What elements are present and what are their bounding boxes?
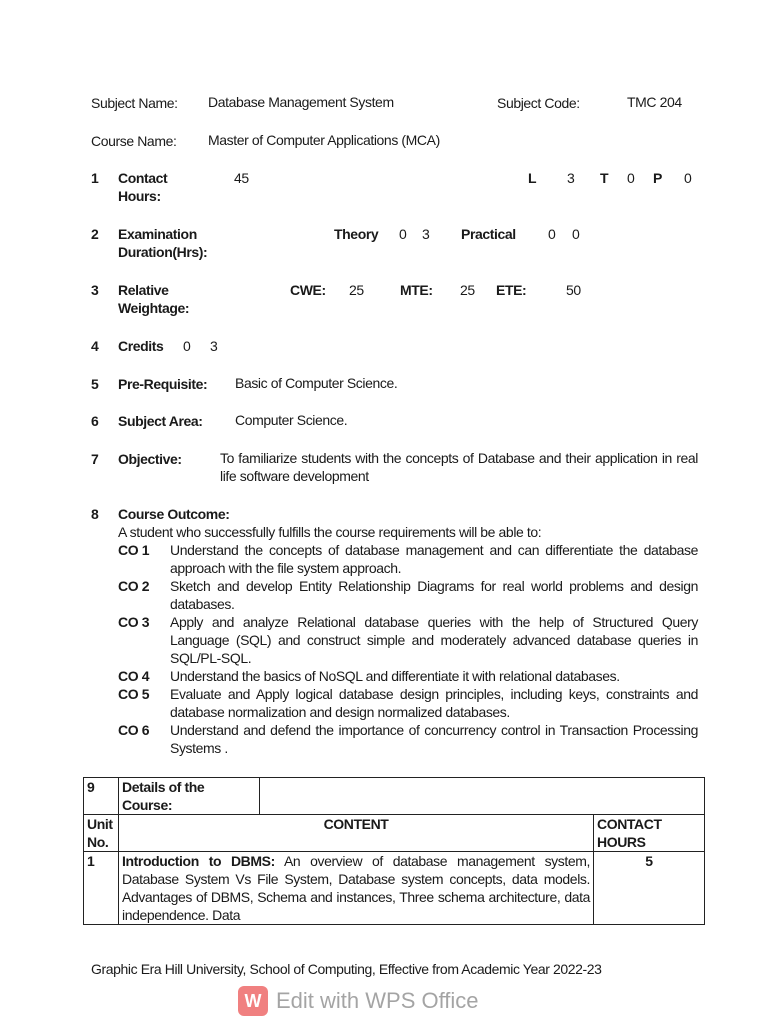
weightage-label: Relative	[118, 282, 169, 298]
subject-code-label: Subject Code:	[497, 95, 580, 111]
objective-label: Objective:	[118, 451, 182, 467]
co-code: CO 2	[118, 578, 150, 594]
subject-code: TMC 204	[627, 94, 682, 110]
contact-hours-label: Hours:	[118, 188, 161, 204]
item-number: 2	[91, 226, 99, 242]
co-item	[118, 577, 698, 613]
co-item	[118, 667, 698, 685]
contact-hours-value: 45	[234, 170, 249, 186]
co-text: Understand the basics of NoSQL and differentiate it with relational databases.	[170, 668, 620, 684]
co-text: Understand and defend the importance of concurrency control in Transaction Processing Systems .	[170, 722, 698, 756]
p-label: P	[653, 170, 662, 186]
co-code: CO 4	[118, 668, 150, 684]
table-row	[84, 852, 705, 925]
ete-label: ETE:	[496, 282, 527, 298]
item-number: 8	[91, 506, 99, 522]
co-code: CO 3	[118, 614, 150, 630]
weightage-label: Weightage:	[118, 300, 190, 316]
hours-header: CONTACT HOURS	[594, 815, 705, 852]
ete-value: 50	[566, 282, 581, 298]
prerequisite-label: Pre-Requisite:	[118, 376, 208, 392]
co-text: Evaluate and Apply logical database design principles, including keys, constraints and database normalization and design normalized databases.	[170, 686, 698, 720]
t-value: 0	[627, 170, 635, 186]
co-item	[118, 613, 698, 667]
course-outcome-label: Course Outcome:	[118, 506, 230, 522]
cwe-label: CWE:	[290, 282, 326, 298]
unit-hours: 5	[594, 852, 705, 925]
prerequisite-value: Basic of Computer Science.	[235, 375, 398, 391]
practical-label: Practical	[461, 226, 516, 242]
co-code: CO 6	[118, 722, 150, 738]
empty-cell	[260, 778, 705, 815]
practical-value: 0	[572, 226, 580, 242]
exam-duration-label: Examination	[118, 226, 197, 242]
item-number: 4	[91, 338, 99, 354]
contact-hours-label: Contact	[118, 170, 168, 186]
wps-logo[interactable]: W	[238, 986, 268, 1016]
cwe-value: 25	[349, 282, 364, 298]
theory-label: Theory	[334, 226, 379, 242]
credits-value: 0	[183, 338, 191, 354]
item-number: 5	[91, 376, 99, 392]
table-title: Details of the Course:	[119, 778, 260, 815]
unit-text: An overview of database management system, Database System Vs File System, Database system concepts, data models. Advantages of DBMS, Schema and instances, Three schema architecture, data independence. Data	[122, 853, 590, 923]
item-number: 1	[91, 170, 99, 186]
credits-label: Credits	[118, 338, 164, 354]
practical-value: 0	[548, 226, 556, 242]
subject-name-label: Subject Name:	[91, 95, 178, 111]
item-number: 7	[91, 451, 99, 467]
theory-value: 3	[422, 226, 430, 242]
subject-name: Database Management System	[208, 94, 394, 110]
co-code: CO 1	[118, 542, 150, 558]
content-header: CONTENT	[119, 815, 594, 852]
course-outcome-header	[91, 505, 705, 523]
unit-header: Unit No.	[84, 815, 119, 852]
table-title-row	[84, 778, 705, 815]
footer-text: Graphic Era Hill University, School of Computing, Effective from Academic Year 2022-23	[91, 961, 602, 977]
course-name: Master of Computer Applications (MCA)	[208, 132, 440, 148]
l-label: L	[528, 170, 537, 186]
co-text: Apply and analyze Relational database queries with the help of Structured Query Language (SQL) and construct simple and moderately advanced database queries in SQL/PL-SQL.	[170, 614, 698, 666]
item-number: 6	[91, 413, 99, 429]
unit-heading: Introduction to DBMS:	[122, 853, 275, 869]
item-number: 3	[91, 282, 99, 298]
p-value: 0	[684, 170, 692, 186]
co-code: CO 5	[118, 686, 150, 702]
co-item	[118, 541, 698, 577]
unit-number: 1	[84, 852, 119, 925]
course-outcome-intro: A student who successfully fulfills the course requirements will be able to:	[118, 524, 542, 540]
mte-value: 25	[460, 282, 475, 298]
subject-area-label: Subject Area:	[118, 413, 203, 429]
subject-area-value: Computer Science.	[235, 412, 348, 428]
co-item	[118, 685, 698, 721]
mte-label: MTE:	[400, 282, 433, 298]
table-header-row	[84, 815, 705, 852]
l-value: 3	[567, 170, 575, 186]
objective-text: To familiarize students with the concepts of Database and their application in real life software development	[220, 450, 698, 484]
wps-watermark-text: Edit with WPS Office	[276, 988, 479, 1013]
co-item	[118, 721, 698, 757]
exam-duration-label: Duration(Hrs):	[118, 244, 208, 260]
course-name-label: Course Name:	[91, 133, 177, 149]
table-number: 9	[84, 778, 119, 815]
course-outcome-section	[87, 505, 705, 925]
co-text: Sketch and develop Entity Relationship Diagrams for real world problems and design databases.	[170, 578, 698, 612]
theory-value: 0	[399, 226, 407, 242]
credits-value: 3	[210, 338, 218, 354]
co-text: Understand the concepts of database management and can differentiate the database approach with the file system approach.	[170, 542, 698, 576]
t-label: T	[600, 170, 609, 186]
unit-content	[119, 852, 594, 925]
course-details-table	[83, 777, 705, 925]
